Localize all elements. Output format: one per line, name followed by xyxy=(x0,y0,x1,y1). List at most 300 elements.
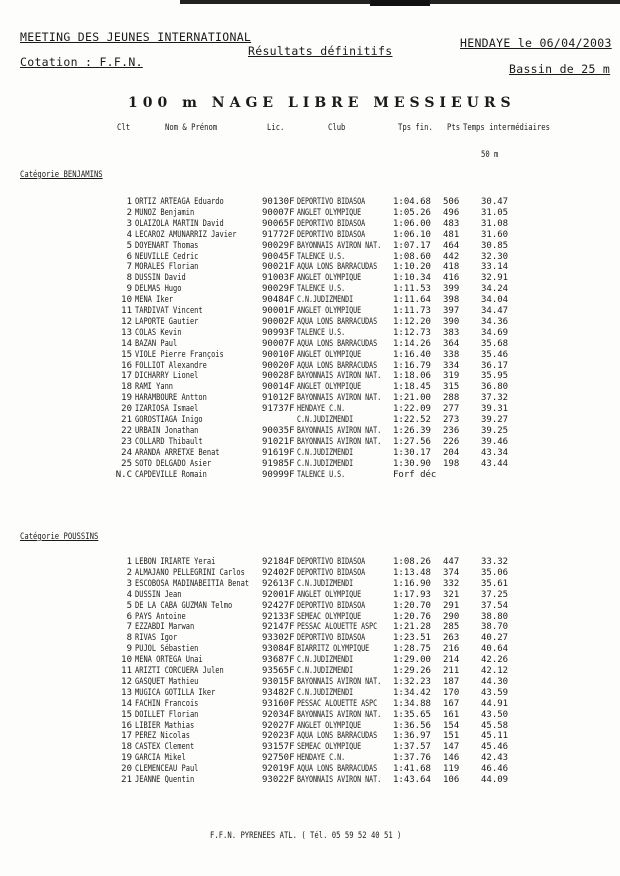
final-time: 1:21.28 xyxy=(393,622,431,633)
club-name: BAYONNAIS AVIRON NAT. xyxy=(297,676,382,687)
split-50m: 31.08 xyxy=(481,218,509,229)
points: 483 xyxy=(443,218,460,229)
rank-cell: 17 xyxy=(121,731,132,742)
final-time: 1:34.42 xyxy=(393,687,431,698)
split-50m: 37.25 xyxy=(481,589,509,600)
points: 214 xyxy=(443,655,460,666)
swimmer-name: ARANDA ARRETXE Benat xyxy=(135,447,220,458)
club-name: BAYONNAIS AVIRON NAT. xyxy=(297,775,382,785)
rank-cell: 7 xyxy=(126,622,132,633)
rank-cell: 12 xyxy=(121,676,132,687)
table-row xyxy=(0,241,620,252)
licence-number: 91772F xyxy=(262,229,295,240)
rank-cell: 6 xyxy=(126,611,132,622)
final-time: 1:08.26 xyxy=(393,557,431,567)
swimmer-name: MENA Iker xyxy=(135,295,174,306)
rank-cell: 21 xyxy=(121,775,132,785)
club-name: AQUA LONS BARRACUDAS xyxy=(297,262,378,273)
club-name: BIARRITZ OLYMPIQUE xyxy=(297,644,370,655)
points: 151 xyxy=(443,731,460,742)
split-50m: 36.17 xyxy=(481,360,509,371)
club-name: DEPORTIVO BIDASOA xyxy=(297,218,366,229)
swimmer-name: RAMI Yann xyxy=(135,382,174,393)
split-50m: 42.12 xyxy=(481,666,509,676)
table-row xyxy=(0,262,620,273)
swimmer-name: CASTEX Clement xyxy=(135,742,195,753)
club-name: TALENCE U.S. xyxy=(297,251,346,262)
split-50m: 45.46 xyxy=(481,742,509,753)
final-time: 1:28.75 xyxy=(393,644,431,655)
table-row xyxy=(0,252,620,263)
rank-cell: 5 xyxy=(126,240,132,251)
col-name: Nom & Prénom xyxy=(165,123,218,133)
licence-number: 91003F xyxy=(262,273,295,284)
swimmer-name: URBAIN Jonathan xyxy=(135,425,199,436)
rank-cell: 8 xyxy=(126,633,132,644)
licence-number: 90029F xyxy=(262,240,295,251)
points: 364 xyxy=(443,338,460,349)
points: 119 xyxy=(443,764,460,775)
swimmer-name: VIOLE Pierre François xyxy=(135,349,224,360)
final-time: 1:16.79 xyxy=(393,360,431,371)
points: 106 xyxy=(443,775,460,785)
split-50m: 46.46 xyxy=(481,764,509,775)
rank-cell: 17 xyxy=(121,371,132,382)
rank-cell: 10 xyxy=(121,295,132,306)
points: 211 xyxy=(443,666,460,676)
club-name: C.N.JUDIZMENDI xyxy=(297,447,354,458)
final-time: 1:05.26 xyxy=(393,207,431,218)
points: 321 xyxy=(443,589,460,600)
split-50m: 30.47 xyxy=(481,197,509,207)
split-50m: 34.24 xyxy=(481,284,509,295)
split-50m: 35.46 xyxy=(481,349,509,360)
table-row xyxy=(0,644,620,655)
split-50m: 40.27 xyxy=(481,633,509,644)
licence-number: 90045F xyxy=(262,251,295,262)
swimmer-name: MUGICA GOTILLA Iker xyxy=(135,687,216,698)
split-50m: 31.05 xyxy=(481,207,509,218)
points: 416 xyxy=(443,273,460,284)
club-name: BAYONNAIS AVIRON NAT. xyxy=(297,436,382,447)
table-row xyxy=(0,230,620,241)
points: 334 xyxy=(443,360,460,371)
licence-number: 92133F xyxy=(262,611,295,622)
club-name: ANGLET OLYMPIQUE xyxy=(297,349,362,360)
points: 167 xyxy=(443,698,460,709)
points: 464 xyxy=(443,240,460,251)
club-name: AQUA LONS BARRACUDAS xyxy=(297,338,378,349)
final-time: 1:30.17 xyxy=(393,447,431,458)
table-row xyxy=(0,382,620,393)
points: 418 xyxy=(443,262,460,273)
points: 290 xyxy=(443,611,460,622)
swimmer-name: CAPDEVILLE Romain xyxy=(135,469,207,480)
points: 147 xyxy=(443,742,460,753)
swimmer-name: NEUVILLE Cedric xyxy=(135,251,199,262)
licence-number: 93157F xyxy=(262,742,295,753)
table-row xyxy=(0,731,620,742)
licence-number: 90035F xyxy=(262,425,295,436)
split-50m: 37.32 xyxy=(481,393,509,404)
club-name: SEMEAC OLYMPIQUE xyxy=(297,742,362,753)
swimmer-name: MORALES Florian xyxy=(135,262,199,273)
table-row xyxy=(0,688,620,699)
swimmer-name: GASQUET Mathieu xyxy=(135,676,199,687)
rank-cell: 7 xyxy=(126,262,132,273)
rank-cell: 16 xyxy=(121,360,132,371)
licence-number: 90001F xyxy=(262,306,295,316)
points: 216 xyxy=(443,644,460,655)
swimmer-name: ORTIZ ARTEAGA Eduardo xyxy=(135,197,224,207)
licence-number: 90993F xyxy=(262,327,295,338)
table-row xyxy=(0,339,620,350)
points: 273 xyxy=(443,415,460,425)
event-title: 100 m NAGE LIBRE MESSIEURS xyxy=(128,95,516,111)
table-row xyxy=(0,579,620,590)
final-time: 1:34.88 xyxy=(393,698,431,709)
split-50m: 37.54 xyxy=(481,600,509,611)
final-time: 1:37.57 xyxy=(393,742,431,753)
club-name: DEPORTIVO BIDASOA xyxy=(297,229,366,240)
final-time: 1:41.68 xyxy=(393,764,431,775)
points: 236 xyxy=(443,425,460,436)
location-date: HENDAYE le 06/04/2003 xyxy=(460,36,612,50)
final-time: 1:37.76 xyxy=(393,753,431,764)
club-name: BAYONNAIS AVIRON NAT. xyxy=(297,240,382,251)
table-row xyxy=(0,197,620,208)
club-name: BAYONNAIS AVIRON NAT. xyxy=(297,371,382,382)
rank-cell: 15 xyxy=(121,709,132,720)
points: 315 xyxy=(443,382,460,393)
scan-edge-mark xyxy=(370,0,430,6)
table-row xyxy=(0,361,620,372)
points: 496 xyxy=(443,207,460,218)
swimmer-name: DOILLET Florian xyxy=(135,709,199,720)
club-name: TALENCE U.S. xyxy=(297,469,346,480)
table-row xyxy=(0,699,620,710)
final-time: 1:30.90 xyxy=(393,458,431,469)
table-row xyxy=(0,426,620,437)
table-row xyxy=(0,764,620,775)
club-name: AQUA LONS BARRACUDAS xyxy=(297,731,378,742)
points: 442 xyxy=(443,251,460,262)
club-name: DEPORTIVO BIDASOA xyxy=(297,633,366,644)
swimmer-name: LAPORTE Gautier xyxy=(135,316,199,327)
points: 161 xyxy=(443,709,460,720)
split-50m: 38.70 xyxy=(481,622,509,633)
table-row xyxy=(0,666,620,677)
swimmer-name: MENA ORTEGA Unai xyxy=(135,655,203,666)
licence-number: 93565F xyxy=(262,666,295,676)
club-name: TALENCE U.S. xyxy=(297,284,346,295)
licence-number: 93084F xyxy=(262,644,295,655)
licence-number: 90021F xyxy=(262,262,295,273)
final-time: 1:10.20 xyxy=(393,262,431,273)
licence-number: 90484F xyxy=(262,295,295,306)
split-50m: 43.50 xyxy=(481,709,509,720)
points: 338 xyxy=(443,349,460,360)
club-name: ANGLET OLYMPIQUE xyxy=(297,382,362,393)
final-time: Forf déc xyxy=(393,469,437,480)
table-row xyxy=(0,273,620,284)
club-name: C.N.JUDIZMENDI xyxy=(297,655,354,666)
table-row xyxy=(0,775,620,786)
club-name: ANGLET OLYMPIQUE xyxy=(297,306,362,316)
rank-cell: 25 xyxy=(121,458,132,469)
club-name: BAYONNAIS AVIRON NAT. xyxy=(297,393,382,404)
split-50m: 35.95 xyxy=(481,371,509,382)
table-row xyxy=(0,557,620,568)
club-name: PESSAC ALOUETTE ASPC xyxy=(297,698,378,709)
table-row xyxy=(0,415,620,426)
licence-number: 92019F xyxy=(262,764,295,775)
col-rank: Clt xyxy=(117,123,131,133)
licence-number: 92750F xyxy=(262,753,295,764)
licence-number: 90014F xyxy=(262,382,295,393)
points: 146 xyxy=(443,753,460,764)
points: 383 xyxy=(443,327,460,338)
points: 154 xyxy=(443,720,460,731)
club-name: SEMEAC OLYMPIQUE xyxy=(297,611,362,622)
rank-cell: N.C xyxy=(115,469,132,480)
rank-cell: 4 xyxy=(126,229,132,240)
final-time: 1:07.17 xyxy=(393,240,431,251)
swimmer-name: RIVAS Igor xyxy=(135,633,178,644)
club-name: AQUA LONS BARRACUDAS xyxy=(297,360,378,371)
rank-cell: 13 xyxy=(121,327,132,338)
swimmer-name: EZZABDI Marwan xyxy=(135,622,195,633)
split-50m: 31.60 xyxy=(481,229,509,240)
rank-cell: 4 xyxy=(126,589,132,600)
swimmer-name: PAYS Antoine xyxy=(135,611,186,622)
licence-number: 90020F xyxy=(262,360,295,371)
table-row xyxy=(0,655,620,666)
swimmer-name: FACHIN Francois xyxy=(135,698,199,709)
table-row xyxy=(0,601,620,612)
final-time: 1:35.65 xyxy=(393,709,431,720)
col-points: Pts xyxy=(447,123,461,133)
licence-number: 92027F xyxy=(262,720,295,731)
rank-cell: 14 xyxy=(121,698,132,709)
split-50m: 34.04 xyxy=(481,295,509,306)
table-row xyxy=(0,612,620,623)
rank-cell: 2 xyxy=(126,567,132,578)
table-row xyxy=(0,742,620,753)
rank-cell: 3 xyxy=(126,578,132,589)
licence-number: 90010F xyxy=(262,349,295,360)
points: 319 xyxy=(443,371,460,382)
points: 447 xyxy=(443,557,460,567)
final-time: 1:14.26 xyxy=(393,338,431,349)
final-time: 1:11.73 xyxy=(393,306,431,316)
rank-cell: 1 xyxy=(126,557,132,567)
swimmer-name: SOTO DELGADO Asier xyxy=(135,458,212,469)
club-name: ANGLET OLYMPIQUE xyxy=(297,207,362,218)
swimmer-name: COLLARD Thibault xyxy=(135,436,203,447)
split-50m: 35.06 xyxy=(481,567,509,578)
category-poussins: Catégorie POUSSINS xyxy=(20,532,99,542)
licence-number: 92147F xyxy=(262,622,295,633)
swimmer-name: JEANNE Quentin xyxy=(135,775,195,785)
cotation: Cotation : F.F.N. xyxy=(20,55,143,69)
split-50m: 39.31 xyxy=(481,404,509,415)
club-name: ANGLET OLYMPIQUE xyxy=(297,273,362,284)
club-name: AQUA LONS BARRACUDAS xyxy=(297,764,378,775)
points: 481 xyxy=(443,229,460,240)
final-time: 1:10.34 xyxy=(393,273,431,284)
rank-cell: 21 xyxy=(121,415,132,425)
licence-number: 90002F xyxy=(262,316,295,327)
licence-number: 92001F xyxy=(262,589,295,600)
final-time: 1:22.09 xyxy=(393,404,431,415)
col-licence: Lic. xyxy=(267,123,285,133)
swimmer-name: ALMAJANO PELLEGRINI Carlos xyxy=(135,567,245,578)
table-row xyxy=(0,306,620,317)
licence-number: 91619F xyxy=(262,447,295,458)
final-time: 1:13.48 xyxy=(393,567,431,578)
final-time: 1:11.53 xyxy=(393,284,431,295)
split-50m: 44.09 xyxy=(481,775,509,785)
rank-cell: 10 xyxy=(121,655,132,666)
licence-number: 92184F xyxy=(262,557,295,567)
final-time: 1:20.70 xyxy=(393,600,431,611)
points: 204 xyxy=(443,447,460,458)
club-name: PESSAC ALOUETTE ASPC xyxy=(297,622,378,633)
points: 398 xyxy=(443,295,460,306)
swimmer-name: GARCIA Mikel xyxy=(135,753,186,764)
table-row xyxy=(0,317,620,328)
split-50m: 34.47 xyxy=(481,306,509,316)
table-row xyxy=(0,393,620,404)
swimmer-name: DE LA CABA GUZMAN Telmo xyxy=(135,600,233,611)
club-name: DEPORTIVO BIDASOA xyxy=(297,197,366,207)
split-50m: 43.44 xyxy=(481,458,509,469)
rank-cell: 9 xyxy=(126,284,132,295)
final-time: 1:27.56 xyxy=(393,436,431,447)
swimmer-name: BAZAN Paul xyxy=(135,338,178,349)
licence-number: 93482F xyxy=(262,687,295,698)
swimmer-name: LECAROZ AMUNARRIZ Javier xyxy=(135,229,237,240)
final-time: 1:18.45 xyxy=(393,382,431,393)
final-time: 1:16.90 xyxy=(393,578,431,589)
points: 397 xyxy=(443,306,460,316)
final-time: 1:12.73 xyxy=(393,327,431,338)
rank-cell: 11 xyxy=(121,666,132,676)
split-50m: 34.69 xyxy=(481,327,509,338)
club-name: ANGLET OLYMPIQUE xyxy=(297,720,362,731)
swimmer-name: ARIZTI CORCUERA Julen xyxy=(135,666,224,676)
licence-number: 90007F xyxy=(262,207,295,218)
final-time: 1:20.76 xyxy=(393,611,431,622)
swimmer-name: DUSSIN David xyxy=(135,273,186,284)
final-time: 1:08.60 xyxy=(393,251,431,262)
table-row xyxy=(0,753,620,764)
final-time: 1:36.56 xyxy=(393,720,431,731)
table-row xyxy=(0,371,620,382)
swimmer-name: CLEMENCEAU Paul xyxy=(135,764,199,775)
final-time: 1:17.93 xyxy=(393,589,431,600)
rank-cell: 23 xyxy=(121,436,132,447)
points: 285 xyxy=(443,622,460,633)
points: 198 xyxy=(443,458,460,469)
club-name: BAYONNAIS AVIRON NAT. xyxy=(297,425,382,436)
licence-number: 93302F xyxy=(262,633,295,644)
final-time: 1:29.00 xyxy=(393,655,431,666)
rank-cell: 15 xyxy=(121,349,132,360)
rank-cell: 22 xyxy=(121,425,132,436)
club-name: C.N.JUDIZMENDI xyxy=(297,295,354,306)
rank-cell: 13 xyxy=(121,687,132,698)
split-50m: 43.34 xyxy=(481,447,509,458)
points: 277 xyxy=(443,404,460,415)
final-time: 1:11.64 xyxy=(393,295,431,306)
split-50m: 45.58 xyxy=(481,720,509,731)
table-row xyxy=(0,470,620,481)
pool-length: Bassin de 25 m xyxy=(509,62,611,76)
licence-number: 92023F xyxy=(262,731,295,742)
swimmer-name: DOYENART Thomas xyxy=(135,240,199,251)
club-name: BAYONNAIS AVIRON NAT. xyxy=(297,709,382,720)
rank-cell: 11 xyxy=(121,306,132,316)
table-row xyxy=(0,459,620,470)
split-50m: 40.64 xyxy=(481,644,509,655)
rank-cell: 18 xyxy=(121,382,132,393)
swimmer-name: DUSSIN Jean xyxy=(135,589,182,600)
table-row xyxy=(0,284,620,295)
split-50m: 44.91 xyxy=(481,698,509,709)
club-name: DEPORTIVO BIDASOA xyxy=(297,557,366,567)
licence-number: 90028F xyxy=(262,371,295,382)
col-club: Club xyxy=(328,123,346,133)
licence-number: 90007F xyxy=(262,338,295,349)
final-time: 1:12.20 xyxy=(393,316,431,327)
rank-cell: 20 xyxy=(121,764,132,775)
results-status: Résultats définitifs xyxy=(248,44,393,58)
split-50m: 38.80 xyxy=(481,611,509,622)
rank-cell: 19 xyxy=(121,753,132,764)
points: 332 xyxy=(443,578,460,589)
licence-number: 93015F xyxy=(262,676,295,687)
rank-cell: 9 xyxy=(126,644,132,655)
table-row xyxy=(0,219,620,230)
points: 506 xyxy=(443,197,460,207)
points: 399 xyxy=(443,284,460,295)
split-50m: 30.85 xyxy=(481,240,509,251)
swimmer-name: DICHARRY Lionel xyxy=(135,371,199,382)
final-time: 1:43.64 xyxy=(393,775,431,785)
table-row xyxy=(0,710,620,721)
split-50m: 36.80 xyxy=(481,382,509,393)
rank-cell: 1 xyxy=(126,197,132,207)
rank-cell: 6 xyxy=(126,251,132,262)
swimmer-name: IZARIOSA Ismael xyxy=(135,404,199,415)
split-50m: 32.91 xyxy=(481,273,509,284)
col-time: Tps fin. xyxy=(398,123,433,133)
club-name: C.N.JUDIZMENDI xyxy=(297,415,354,425)
club-name: AQUA LONS BARRACUDAS xyxy=(297,316,378,327)
club-name: DEPORTIVO BIDASOA xyxy=(297,567,366,578)
rank-cell: 18 xyxy=(121,742,132,753)
rank-cell: 3 xyxy=(126,218,132,229)
licence-number: 90029F xyxy=(262,284,295,295)
club-name: C.N.JUDIZMENDI xyxy=(297,687,354,698)
final-time: 1:16.40 xyxy=(393,349,431,360)
footer-contact: F.F.N. PYRENEES ATL. ( Tél. 05 59 52 40 51 ) xyxy=(210,831,402,841)
licence-number: 90999F xyxy=(262,469,295,480)
final-time: 1:21.00 xyxy=(393,393,431,404)
points: 288 xyxy=(443,393,460,404)
